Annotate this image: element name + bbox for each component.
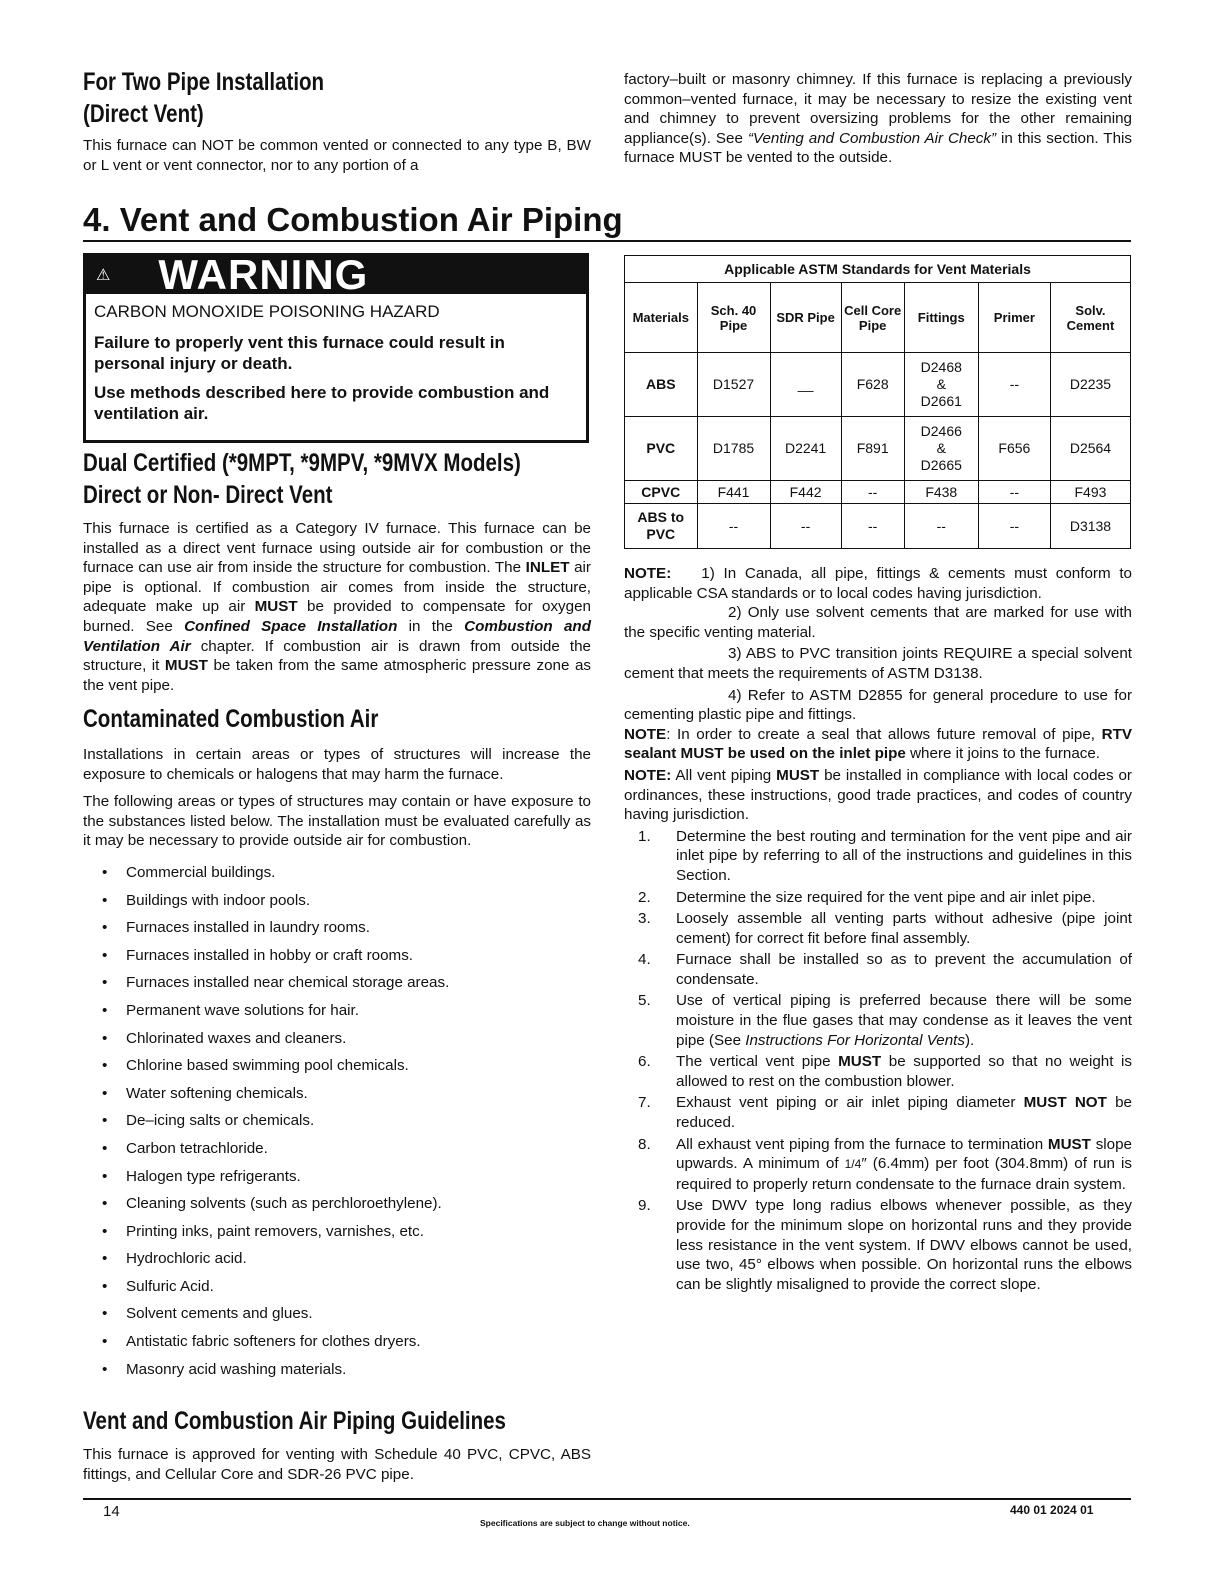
step-item xyxy=(624,991,1132,1050)
step-text: Furnace shall be installed so as to prevent the accumulation of condensate. xyxy=(676,951,1132,988)
table-cell: D2241 xyxy=(770,417,841,481)
warning-hazard: CARBON MONOXIDE POISONING HAZARD xyxy=(94,302,440,321)
footer-disclaimer: Specifications are subject to change without notice. xyxy=(480,1518,690,1528)
page-number: 14 xyxy=(103,1503,120,1520)
step-text: be supported so that no weight is allowed to rest on the combustion blower. xyxy=(676,1053,1133,1090)
dual-heading-line1: Dual Certified (*9MPT, *9MPV, *9MVX Models) xyxy=(83,449,521,477)
step-text: Exhaust vent piping or air inlet piping diameter xyxy=(676,1094,1024,1112)
table-cell: -- xyxy=(841,504,904,549)
warning-triangle-icon: ⚠ xyxy=(96,267,111,284)
contaminant-item: • De–icing salts or chemicals. xyxy=(83,1107,591,1135)
step-item xyxy=(624,827,1132,886)
two-pipe-heading-line2: (Direct Vent) xyxy=(83,100,204,128)
contaminant-item: • Furnaces installed near chemical storage areas. xyxy=(83,969,591,997)
contaminant-item: • Antistatic fabric softeners for clothes dryers. xyxy=(83,1328,591,1356)
step-number: 1. xyxy=(638,827,651,845)
right-top-paragraph xyxy=(624,70,1132,168)
table-cell: D3138 xyxy=(1050,504,1130,549)
table-header-cell: SDR Pipe xyxy=(770,283,841,353)
step-text: Determine the best routing and termination for the vent pipe and air inlet pipe by referring to all of the instructions and guidelines in this Section. xyxy=(676,827,1132,884)
table-cell: -- xyxy=(697,504,770,549)
contaminant-list xyxy=(83,859,591,1383)
table-row xyxy=(625,353,1131,417)
step-text: Instructions For Horizontal Vents xyxy=(745,1031,965,1049)
dual-certified-section xyxy=(83,447,591,695)
note-6: NOTE: All vent piping MUST be installed in compliance with local codes or ordinances, these instructions, good trade practices, and codes of country having jurisdiction. xyxy=(624,766,1132,824)
table-cell: F438 xyxy=(904,481,978,504)
table-cell: -- xyxy=(770,504,841,549)
contaminant-item: • Halogen type refrigerants. xyxy=(83,1163,591,1191)
table-cell: F442 xyxy=(770,481,841,504)
step-number: 8. xyxy=(638,1135,651,1153)
step-text: MUST xyxy=(838,1053,882,1071)
table-cell: -- xyxy=(904,504,978,549)
table-row xyxy=(625,504,1131,549)
contaminant-item: • Cleaning solvents (such as perchloroethylene). xyxy=(83,1190,591,1218)
step-text: Use DWV type long radius elbows whenever possible, as they provide for the minimum slope on horizontal runs and they provide less resistance in the vent system. If DWV elbows cannot be used, use two, 45° elbows when possible. On horizontal runs the elbows can be slightly misaligned to provide the correct slope. xyxy=(676,1197,1132,1293)
step-text: slope upwards. A minimum of xyxy=(676,1135,1133,1173)
table-cell: -- xyxy=(978,504,1050,549)
contaminant-item: • Permanent wave solutions for hair. xyxy=(83,997,591,1025)
contaminated-p2: The following areas or types of structures may contain or have exposure to the substances listed below. The installation must be evaluated carefully as it may be necessary to provide outside air for combustion. xyxy=(83,793,591,850)
table-header-cell: Primer xyxy=(978,283,1050,353)
contaminated-section xyxy=(83,703,591,1383)
table-cell: F656 xyxy=(978,417,1050,481)
warning-line2: Use methods described here to provide combustion and ventilation air. xyxy=(94,383,550,423)
contaminant-item: • Printing inks, paint removers, varnishes, etc. xyxy=(83,1218,591,1246)
step-text: Determine the size required for the vent pipe and air inlet pipe. xyxy=(676,888,1096,906)
step-text: ). xyxy=(964,1031,975,1049)
contaminant-item: • Water softening chemicals. xyxy=(83,1080,591,1108)
table-cell: -- xyxy=(841,481,904,504)
table-cell: D2466 & D2665 xyxy=(904,417,978,481)
step-item xyxy=(624,1093,1132,1132)
table-header-row xyxy=(625,283,1131,353)
table-header-cell: Solv. Cement xyxy=(1050,283,1130,353)
step-text: ″ (6.4mm) per foot (304.8mm) of run is required to properly return condensate to the furnace drain system. xyxy=(676,1155,1132,1193)
table-cell: D2564 xyxy=(1050,417,1130,481)
warning-title: WARNING xyxy=(158,251,369,298)
dual-heading-line2: Direct or Non- Direct Vent xyxy=(83,481,333,509)
step-number: 9. xyxy=(638,1197,651,1215)
table-row xyxy=(625,481,1131,504)
contaminant-item: • Carbon tetrachloride. xyxy=(83,1135,591,1163)
table-cell: D1785 xyxy=(697,417,770,481)
step-number: 7. xyxy=(638,1094,651,1112)
step-item xyxy=(624,1196,1132,1294)
step-text: 1/4 xyxy=(844,1157,862,1172)
table-caption: Applicable ASTM Standards for Vent Materials xyxy=(625,256,1131,283)
contaminated-p1: Installations in certain areas or types of structures will increase the exposure to chemicals or halogens that may harm the furnace. xyxy=(83,746,591,783)
step-text: be reduced. xyxy=(676,1094,1132,1132)
warning-box xyxy=(83,253,589,443)
note-1: NOTE: 1) In Canada, all pipe, fittings & cements must conform to applicable CSA standards or to local codes having jurisdiction. xyxy=(624,565,1132,602)
step-item xyxy=(624,888,1132,908)
table-cell: -- xyxy=(978,481,1050,504)
two-pipe-heading-line1: For Two Pipe Installation xyxy=(83,68,325,96)
contaminant-item: • Commercial buildings. xyxy=(83,859,591,887)
step-text: All exhaust vent piping from the furnace to termination xyxy=(676,1135,1048,1153)
step-number: 3. xyxy=(638,910,651,928)
table-header-cell: Materials xyxy=(625,283,698,353)
contaminant-item: • Chlorine based swimming pool chemicals. xyxy=(83,1052,591,1080)
table-material-cell: ABS xyxy=(625,353,698,417)
contaminant-item: • Buildings with indoor pools. xyxy=(83,887,591,915)
step-text: Use of vertical piping is preferred because there will be some moisture in the flue gases that may condense as it leaves the vent pipe (See xyxy=(676,992,1132,1049)
step-number: 2. xyxy=(638,888,651,906)
warning-line1: Failure to properly vent this furnace could result in personal injury or death. xyxy=(94,333,505,373)
steps-list xyxy=(624,827,1132,1295)
right-top-text2: in this section. This furnace MUST be vented to the outside. xyxy=(624,129,1132,167)
step-item xyxy=(624,909,1132,948)
document-number: 440 01 2024 01 xyxy=(1010,1503,1094,1517)
two-pipe-section xyxy=(83,66,591,175)
step-text: The vertical vent pipe xyxy=(676,1053,839,1071)
step-item xyxy=(624,1052,1132,1091)
table-cell: D1527 xyxy=(697,353,770,417)
note-2: 2) Only use solvent cements that are marked for use with the specific venting material. xyxy=(624,604,1132,641)
table-header-cell: Fittings xyxy=(904,283,978,353)
note-3: 3) ABS to PVC transition joints REQUIRE a special solvent cement that meets the requirements of ASTM D3138. xyxy=(624,645,1132,682)
contaminant-item: • Furnaces installed in laundry rooms. xyxy=(83,914,591,942)
contaminated-heading: Contaminated Combustion Air xyxy=(83,705,379,733)
table-header-cell: Sch. 40 Pipe xyxy=(697,283,770,353)
notes-section xyxy=(624,564,1132,1296)
step-number: 4. xyxy=(638,951,651,969)
guidelines-section xyxy=(83,1405,591,1484)
table-cell: __ xyxy=(770,353,841,417)
contaminant-item: • Hydrochloric acid. xyxy=(83,1245,591,1273)
step-number: 6. xyxy=(638,1053,651,1071)
contaminant-item: • Furnaces installed in hobby or craft rooms. xyxy=(83,942,591,970)
table-cell: D2468 & D2661 xyxy=(904,353,978,417)
two-pipe-text: This furnace can NOT be common vented or connected to any type B, BW or L vent or vent connector, nor to any portion of a xyxy=(83,137,591,174)
guidelines-heading: Vent and Combustion Air Piping Guidelines xyxy=(83,1407,506,1435)
contaminant-item: • Masonry acid washing materials. xyxy=(83,1356,591,1384)
table-cell: -- xyxy=(978,353,1050,417)
table-cell: F493 xyxy=(1050,481,1130,504)
footer-rule xyxy=(83,1498,1131,1500)
right-top-text: factory–built or masonry chimney. If this furnace is replacing a previously common–vented furnace, it may be necessary to resize the existing vent and chimney to prevent oversizing problems for the other remaining appliance(s). See xyxy=(624,71,1132,147)
step-item xyxy=(624,1135,1132,1195)
table-material-cell: CPVC xyxy=(625,481,698,504)
step-number: 5. xyxy=(638,992,651,1010)
table-cell: D2235 xyxy=(1050,353,1130,417)
astm-standards-table xyxy=(624,255,1131,549)
dual-text: This furnace is certified as a Category IV furnace. This furnace can be installed as a direct vent furnace using outside air for combustion or the furnace can use air from inside the structure for combustion. The INLET air pipe is optional. If combustion air comes from inside the structure, adequate make up air MUST be provided to compensate for oxygen burned. See Confined Space Installation in the Combustion and Ventilation Air chapter. If combustion air is drawn from outside the structure, it MUST be taken from the same atmospheric pressure zone as the vent pipe. xyxy=(83,520,591,694)
step-text: MUST NOT xyxy=(1023,1094,1107,1112)
warning-header xyxy=(86,251,586,298)
contaminant-item: • Solvent cements and glues. xyxy=(83,1300,591,1328)
step-text: Loosely assemble all venting parts without adhesive (pipe joint cement) for correct fit before final assembly. xyxy=(676,910,1132,947)
table-cell: F628 xyxy=(841,353,904,417)
guidelines-text: This furnace is approved for venting with Schedule 40 PVC, CPVC, ABS fittings, and Cellular Core and SDR-26 PVC pipe. xyxy=(83,1446,591,1483)
right-top-italic: “Venting and Combustion Air Check” xyxy=(747,129,997,147)
table-cell: F441 xyxy=(697,481,770,504)
table-body xyxy=(625,353,1131,549)
contaminant-item: • Sulfuric Acid. xyxy=(83,1273,591,1301)
note-4: 4) Refer to ASTM D2855 for general procedure to use for cementing plastic pipe and fittings. xyxy=(624,686,1132,724)
step-text: MUST xyxy=(1047,1135,1091,1153)
table-header-cell: Cell Core Pipe xyxy=(841,283,904,353)
table-row xyxy=(625,417,1131,481)
table-cell: F891 xyxy=(841,417,904,481)
contaminant-item: • Chlorinated waxes and cleaners. xyxy=(83,1025,591,1053)
table-material-cell: PVC xyxy=(625,417,698,481)
table-material-cell: ABS to PVC xyxy=(625,504,698,549)
section-title: 4. Vent and Combustion Air Piping xyxy=(83,200,1131,242)
step-item xyxy=(624,950,1132,989)
note-5: NOTE: In order to create a seal that allows future removal of pipe, RTV sealant MUST be used on the inlet pipe where it joins to the furnace. xyxy=(624,725,1132,763)
